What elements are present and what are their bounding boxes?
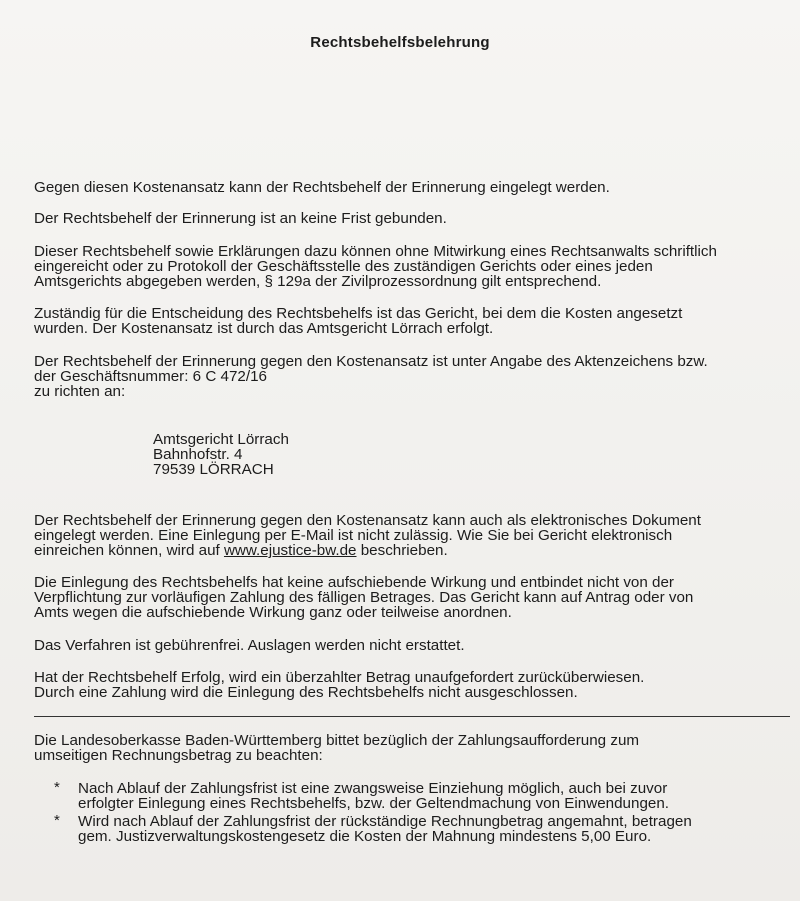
text-line: Hat der Rechtsbehelf Erfolg, wird ein überzahlter Betrag unaufgefordert zurücküberwiesen.	[34, 669, 645, 686]
paragraph-zustaendigkeit	[34, 306, 774, 336]
text-line: Verpflichtung zur vorläufigen Zahlung des fälligen Betrages. Das Gericht kann auf Antrag oder von	[34, 589, 694, 606]
paragraph-erfolg	[34, 670, 774, 700]
text-line: Gegen diesen Kostenansatz kann der Rechtsbehelf der Erinnerung eingelegt werden.	[34, 179, 610, 196]
text-line: Der Rechtsbehelf der Erinnerung ist an keine Frist gebunden.	[34, 210, 447, 227]
text-line: Amtsgerichts abgegeben werden, § 129a der Zivilprozessordnung gilt entsprechend.	[34, 273, 602, 290]
paragraph-wirkung	[34, 575, 774, 620]
text-line: Die Landesoberkasse Baden-Württemberg bittet bezüglich der Zahlungsaufforderung zum	[34, 732, 640, 749]
text-line: Durch eine Zahlung wird die Einlegung des Rechtsbehelfs nicht ausgeschlossen.	[34, 684, 578, 701]
text-fragment: beschrieben.	[356, 542, 448, 559]
bullet-marker: *	[54, 812, 60, 829]
text-line: Der Rechtsbehelf der Erinnerung gegen den Kostenansatz ist unter Angabe des Aktenzeichens bzw.	[34, 353, 708, 370]
text-line: zu richten an:	[34, 383, 126, 400]
paragraph-mitwirkung	[34, 244, 774, 289]
paragraph-elektronisch	[34, 513, 774, 558]
paragraph-geschaeftsnummer	[34, 354, 774, 399]
text-line: umseitigen Rechnungsbetrag zu beachten:	[34, 747, 323, 764]
text-line: Die Einlegung des Rechtsbehelfs hat keine aufschiebende Wirkung und entbindet nicht von der	[34, 574, 674, 591]
divider-line	[34, 716, 790, 717]
ejustice-link[interactable]: www.ejustice-bw.de	[223, 542, 357, 559]
paragraph-gebuehren	[34, 638, 774, 653]
text-line: Der Rechtsbehelf der Erinnerung gegen den Kostenansatz kann auch als elektronisches Dokument	[34, 512, 701, 529]
text-line: der Geschäftsnummer: 6 C 472/16	[34, 368, 267, 385]
text-line: Amts wegen die aufschiebende Wirkung ganz oder teilweise anordnen.	[34, 604, 512, 621]
bullet-marker: *	[54, 779, 60, 796]
bullet-item	[78, 814, 778, 844]
text-line: Wird nach Ablauf der Zahlungsfrist der rückständige Rechnungbetrag angemahnt, betragen	[78, 813, 692, 830]
paragraph-frist	[34, 211, 774, 226]
text-fragment: einreichen können, wird auf	[34, 542, 224, 559]
text-line: eingereicht oder zu Protokoll der Geschäftsstelle des zuständigen Gerichts oder eines jeden	[34, 258, 653, 275]
text-line: Zuständig für die Entscheidung des Rechtsbehelfs ist das Gericht, bei dem die Kosten angesetzt	[34, 305, 683, 322]
address-line: Bahnhofstr. 4	[153, 446, 243, 463]
paragraph-landesoberkasse	[34, 733, 774, 763]
court-address	[153, 432, 800, 477]
document-title: Rechtsbehelfsbelehrung	[310, 34, 490, 51]
paragraph-erinnerung	[34, 180, 774, 195]
text-line: Dieser Rechtsbehelf sowie Erklärungen dazu können ohne Mitwirkung eines Rechtsanwalts schriftlich	[34, 243, 717, 260]
text-line: Das Verfahren ist gebührenfrei. Auslagen werden nicht erstattet.	[34, 637, 465, 654]
address-line: 79539 LÖRRACH	[153, 461, 274, 478]
text-line: gem. Justizverwaltungskostengesetz die Kosten der Mahnung mindestens 5,00 Euro.	[78, 828, 652, 845]
text-line: erfolgter Einlegung eines Rechtsbehelfs, bzw. der Geltendmachung von Einwendungen.	[78, 795, 670, 812]
bullet-item	[78, 781, 778, 811]
text-line: Nach Ablauf der Zahlungsfrist ist eine zwangsweise Einziehung möglich, auch bei zuvor	[78, 780, 668, 797]
text-line: wurden. Der Kostenansatz ist durch das Amtsgericht Lörrach erfolgt.	[34, 320, 494, 337]
address-line: Amtsgericht Lörrach	[153, 431, 289, 448]
text-line: eingelegt werden. Eine Einlegung per E-Mail ist nicht zulässig. Wie Sie bei Gericht elektronisch	[34, 527, 673, 544]
text-line	[34, 543, 774, 558]
